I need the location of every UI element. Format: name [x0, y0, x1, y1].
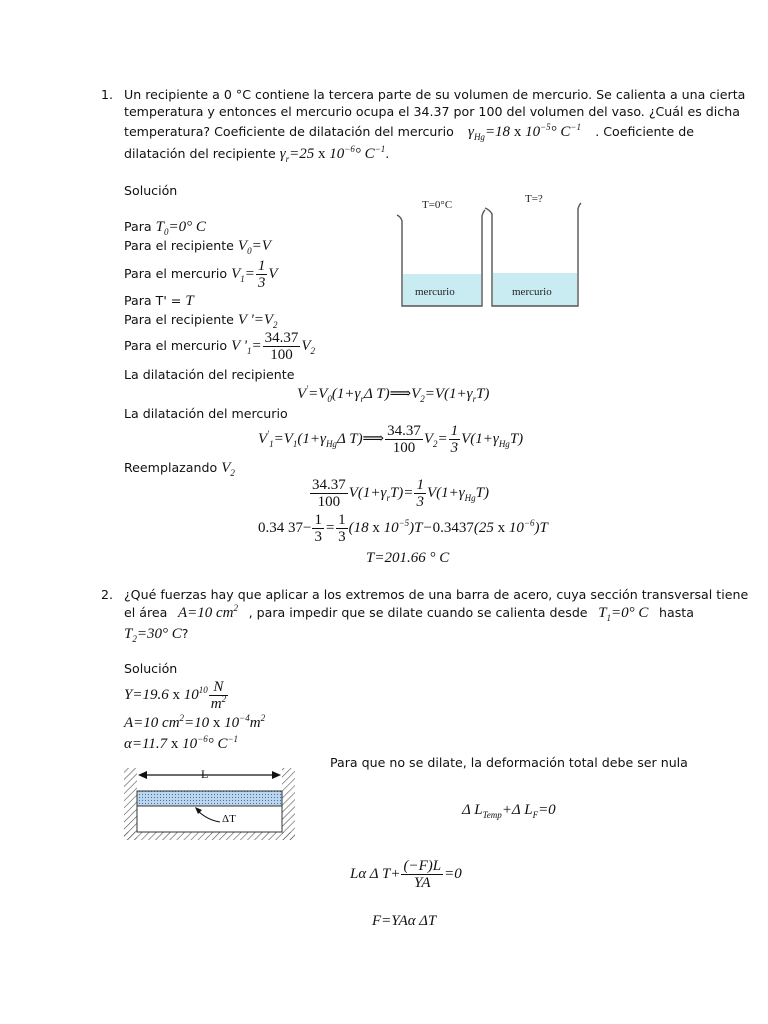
bar-figure: [123, 766, 298, 842]
given-v0: [124, 236, 271, 256]
right-wall: [282, 768, 295, 840]
left-beaker-liquid-label: mercurio: [415, 286, 455, 298]
equation-deformation-expanded: Lα Δ T+ $\frac{(-F)L}{YA}$ =0: [350, 858, 462, 891]
equation-mercurio: $V'_1=V_1(1+\gamma_{Hg}\Delta$ T)⟹ $\frac{34.37}{100}$ $V_2=$ $\frac{1}{3}$ $V(1+\gamma_{Hg}T)$: [258, 423, 524, 456]
problem2-solution-label: Solución: [124, 661, 178, 676]
problem1-solution-label: Solución: [124, 183, 178, 198]
given-vprime-math: V '$=V_2$: [237, 312, 278, 330]
problem2-line1: ¿Qué fuerzas hay que aplicar a los extremos de una barra de acero, cuya sección transversal tiene: [124, 587, 749, 602]
given-v1prime: [124, 330, 315, 363]
reemplazando-label: [124, 458, 235, 478]
given-t0: [124, 217, 206, 237]
mercury-coefficient: $\gamma_{Hg}=18$ x $10^{-5}^\circ$ $C^{-1}$: [468, 122, 581, 142]
dilatacion-recipiente-label: La dilatación del recipiente: [124, 367, 295, 382]
given-vprime: [124, 310, 278, 330]
equation-deformation-sum: Δ $L_{Temp}+\Delta$ $L_F=0$: [462, 802, 556, 820]
given-t0-math: $T_0=0^\circ$ C: [155, 219, 206, 237]
given-v0-math: $V_0=V$: [237, 238, 271, 256]
bottom-wall: [124, 832, 295, 840]
given-vprime-label: Para el recipiente: [124, 312, 234, 327]
given-v1: [124, 258, 278, 291]
right-beaker-liquid-label: mercurio: [512, 286, 552, 298]
dilatacion-mercurio-label: La dilatación del mercurio: [124, 406, 288, 421]
problem2-line2-middle: , para impedir que se dilate cuando se calienta desde: [248, 605, 588, 620]
given-v1prime-math: V '$_1=$ $\frac{34.37}{100}$ $V_2$: [231, 330, 316, 363]
problem1-line3-end: . Coeficiente de: [595, 124, 694, 139]
length-arrow-left-head: [138, 771, 147, 779]
length-label: L: [201, 767, 209, 781]
given-tprime-math: T: [185, 293, 194, 309]
given-v1-label: Para el mercurio: [124, 265, 228, 281]
given-t0-label: Para: [124, 219, 152, 234]
equation-numeric: 0.34 37− $\frac{1}{3}$ = $\frac{1}{3}$ (18 x $10^{-5})T-0.3437(25$ x $10^{-6})T$: [258, 512, 548, 545]
steel-bar: [137, 791, 282, 806]
equation-force: F=YAα ΔT: [372, 913, 437, 929]
given-v0-label: Para el recipiente: [124, 238, 234, 253]
problem2-number: 2.: [101, 587, 114, 602]
problem2-line3: $T_2=30^\circ$ C?: [124, 626, 189, 644]
right-beaker-temp-label: T=?: [525, 193, 543, 205]
beakers-figure: [385, 188, 585, 314]
equation-substituted: $\frac{34.37}{100}$ $V(1+\gamma_rT)=$ $\frac{1}{3}$ $V(1+\gamma_{Hg}T)$: [312, 477, 489, 510]
t1-value: $T_1=0^\circ$ C: [598, 605, 649, 623]
problem1-line4: dilatación del recipiente $\gamma_r=25$ x $10^{-6}^\circ$ $C^{-1}$.: [124, 144, 390, 164]
delta-t-label: ΔT: [222, 813, 236, 825]
young-modulus: Y=19.6 x $10^{10}$ $\frac{N}{m^2}$: [124, 679, 227, 712]
problem1-line4-text: dilatación del recipiente: [124, 146, 276, 161]
reemplazando-math: $V_2$: [221, 460, 235, 478]
problem1-line3-text: temperatura? Coeficiente de dilatación del mercurio: [124, 124, 454, 139]
area-value: A=10 $cm^2$: [177, 603, 238, 621]
container-coefficient: $\gamma_r=25$ x $10^{-6}^\circ$ $C^{-1}$: [279, 144, 386, 164]
given-v1-math: $V_1=$ $\frac{1}{3}$ V: [231, 258, 278, 291]
reemplazando-text: Reemplazando: [124, 460, 218, 475]
left-wall: [124, 768, 137, 840]
problem1-line1: Un recipiente a 0 °C contiene la tercera parte de su volumen de mercurio. Se calienta a una cierta: [124, 87, 746, 102]
alpha-value: α=11.7 x $10^{-6}^\circ$ $C^{-1}$: [124, 734, 239, 752]
problem2-line2-start: el área: [124, 605, 168, 620]
length-arrow-right-head: [272, 771, 281, 779]
t2-value: $T_2=30^\circ$ C: [124, 626, 182, 644]
given-tprime-label: Para T' =: [124, 293, 182, 308]
no-deformation-note: Para que no se dilate, la deformación total debe ser nula: [330, 755, 688, 770]
equation-recipiente: $V'=V_0(1+\gamma_r\Delta$ $T)⟹V_2=V(1+\gamma_rT)$: [297, 384, 490, 404]
problem2-line2: [124, 603, 694, 623]
given-v1prime-label: Para el mercurio: [124, 337, 228, 353]
result-temperature: T=201.66 ° C: [366, 550, 450, 566]
given-tprime: [124, 291, 194, 311]
problem1-number: 1.: [101, 87, 114, 102]
problem1-line2: temperatura y entonces el mercurio ocupa el 34.37 por 100 del volumen del vaso. ¿Cuál es dicha: [124, 104, 740, 119]
area-conversion: A=10 $cm^2=10$ x $10^{-4}m^2$: [124, 713, 266, 731]
problem1-line3: [124, 122, 694, 142]
left-beaker-temp-label: T=0°C: [422, 199, 453, 211]
problem2-line2-end: hasta: [659, 605, 694, 620]
